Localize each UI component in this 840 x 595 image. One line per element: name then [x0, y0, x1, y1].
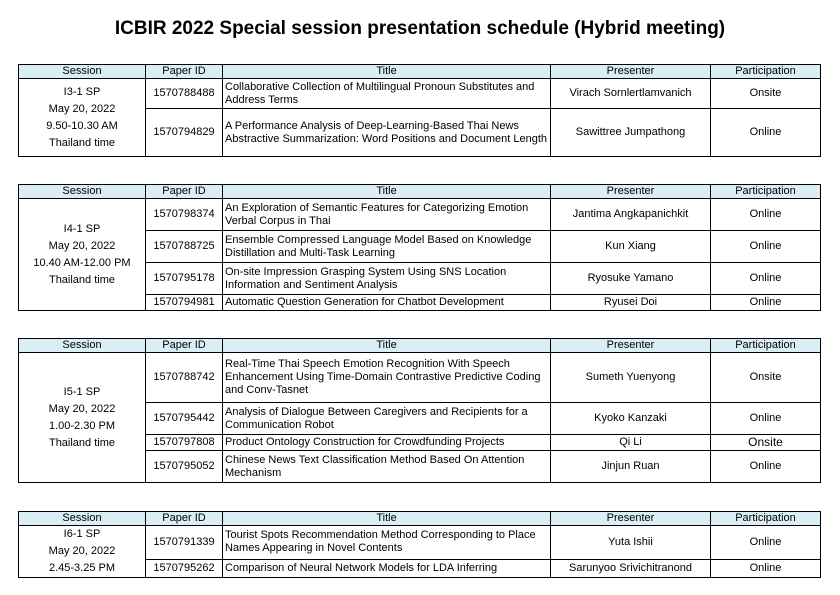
- session-table-i3: [18, 64, 821, 157]
- participation: Online: [711, 526, 821, 560]
- paper-title: On-site Impression Grasping System Using SNS Location Information and Sentiment Analysis: [223, 263, 551, 295]
- session-cell: [19, 526, 146, 578]
- presenter: Yuta Ishii: [551, 526, 711, 560]
- session-cell: [19, 353, 146, 483]
- session-table-i5: [18, 338, 821, 483]
- participation: Online: [711, 403, 821, 435]
- table-row: [19, 353, 821, 403]
- paper-id: 1570791339: [146, 526, 223, 560]
- participation: Online: [711, 231, 821, 263]
- presenter: Virach Sornlertlamvanich: [551, 79, 711, 109]
- paper-title: Collaborative Collection of Multilingual Pronoun Substitutes and Address Terms: [223, 79, 551, 109]
- header-row: [19, 512, 821, 526]
- participation: Online: [711, 451, 821, 483]
- paper-id: 1570795052: [146, 451, 223, 483]
- header-presenter: Presenter: [551, 185, 711, 199]
- session-date: May 20, 2022: [48, 545, 116, 557]
- paper-id: 1570795262: [146, 559, 223, 577]
- session-timezone: Thailand time: [48, 273, 116, 286]
- paper-title: Comparison of Neural Network Models for LDA Inferring: [223, 559, 551, 577]
- session-name: I3-1 SP: [63, 85, 101, 98]
- header-title: Title: [223, 339, 551, 353]
- session-name: I4-1 SP: [63, 222, 101, 235]
- header-title: Title: [223, 512, 551, 526]
- header-row: [19, 65, 821, 79]
- participation: Online: [711, 199, 821, 231]
- session-name: I6-1 SP: [63, 528, 101, 540]
- paper-title: Tourist Spots Recommendation Method Corresponding to Place Names Appearing in Novel Contents: [223, 526, 551, 560]
- session-table-i4: [18, 184, 821, 311]
- presenter: Sarunyoo Srivichitranond: [551, 559, 711, 577]
- header-paper-id: Paper ID: [146, 339, 223, 353]
- session-timezone: Thailand time: [48, 136, 116, 149]
- paper-id: 1570798374: [146, 199, 223, 231]
- session-time: 9.50-10.30 AM: [46, 119, 118, 132]
- paper-title: Automatic Question Generation for Chatbot Development: [223, 295, 551, 311]
- presenter: Qi Li: [551, 435, 711, 451]
- paper-id: 1570795178: [146, 263, 223, 295]
- session-date: May 20, 2022: [48, 102, 116, 115]
- presenter: Kyoko Kanzaki: [551, 403, 711, 435]
- presenter: Kun Xiang: [551, 231, 711, 263]
- paper-title: Chinese News Text Classification Method Based On Attention Mechanism: [223, 451, 551, 483]
- page-title: ICBIR 2022 Special session presentation schedule (Hybrid meeting): [114, 18, 726, 39]
- session-time: 10.40 AM-12.00 PM: [33, 256, 131, 269]
- header-session: Session: [19, 512, 146, 526]
- header-participation: Participation: [711, 185, 821, 199]
- paper-title: Analysis of Dialogue Between Caregivers and Recipients for a Communication Robot: [223, 403, 551, 435]
- header-participation: Participation: [711, 65, 821, 79]
- paper-id: 1570797808: [146, 435, 223, 451]
- paper-title: A Performance Analysis of Deep-Learning-Based Thai News Abstractive Summarization: Word Positions and Document Length: [223, 109, 551, 157]
- session-date: May 20, 2022: [48, 402, 116, 415]
- session-time: 1.00-2.30 PM: [48, 419, 116, 432]
- header-participation: Participation: [711, 339, 821, 353]
- header-presenter: Presenter: [551, 65, 711, 79]
- session-timezone: Thailand time: [48, 436, 116, 449]
- presenter: Sawittree Jumpathong: [551, 109, 711, 157]
- paper-title: Real-Time Thai Speech Emotion Recognition With Speech Enhancement Using Time-Domain Contrastive Predictive Coding and Conv-Tasnet: [223, 353, 551, 403]
- presenter: Jinjun Ruan: [551, 451, 711, 483]
- participation: Onsite: [711, 353, 821, 403]
- paper-title: Ensemble Compressed Language Model Based on Knowledge Distillation and Multi-Task Learning: [223, 231, 551, 263]
- table-row: [19, 526, 821, 560]
- session-table-i6: [18, 511, 821, 578]
- header-participation: Participation: [711, 512, 821, 526]
- participation: Online: [711, 295, 821, 311]
- paper-id: 1570788725: [146, 231, 223, 263]
- session-name: I5-1 SP: [63, 385, 101, 398]
- header-session: Session: [19, 65, 146, 79]
- header-session: Session: [19, 185, 146, 199]
- header-paper-id: Paper ID: [146, 65, 223, 79]
- header-paper-id: Paper ID: [146, 512, 223, 526]
- header-title: Title: [223, 65, 551, 79]
- paper-id: 1570788742: [146, 353, 223, 403]
- header-paper-id: Paper ID: [146, 185, 223, 199]
- session-date: May 20, 2022: [48, 239, 116, 252]
- paper-id: 1570795442: [146, 403, 223, 435]
- paper-id: 1570788488: [146, 79, 223, 109]
- table-row: [19, 199, 821, 231]
- paper-title: Product Ontology Construction for Crowdfunding Projects: [223, 435, 551, 451]
- participation: Online: [711, 109, 821, 157]
- session-cell: [19, 79, 146, 157]
- header-session: Session: [19, 339, 146, 353]
- paper-id: 1570794829: [146, 109, 223, 157]
- paper-id: 1570794981: [146, 295, 223, 311]
- table-row: [19, 79, 821, 109]
- header-title: Title: [223, 185, 551, 199]
- participation: Online: [711, 559, 821, 577]
- presenter: Ryosuke Yamano: [551, 263, 711, 295]
- header-presenter: Presenter: [551, 339, 711, 353]
- header-presenter: Presenter: [551, 512, 711, 526]
- session-cell: [19, 199, 146, 311]
- participation: Onsite: [711, 435, 821, 451]
- participation: Onsite: [711, 79, 821, 109]
- participation: Online: [711, 263, 821, 295]
- session-time: 2.45-3.25 PM: [48, 562, 116, 574]
- header-row: [19, 339, 821, 353]
- presenter: Ryusei Doi: [551, 295, 711, 311]
- header-row: [19, 185, 821, 199]
- presenter: Sumeth Yuenyong: [551, 353, 711, 403]
- paper-title: An Exploration of Semantic Features for Categorizing Emotion Verbal Corpus in Thai: [223, 199, 551, 231]
- presenter: Jantima Angkapanichkit: [551, 199, 711, 231]
